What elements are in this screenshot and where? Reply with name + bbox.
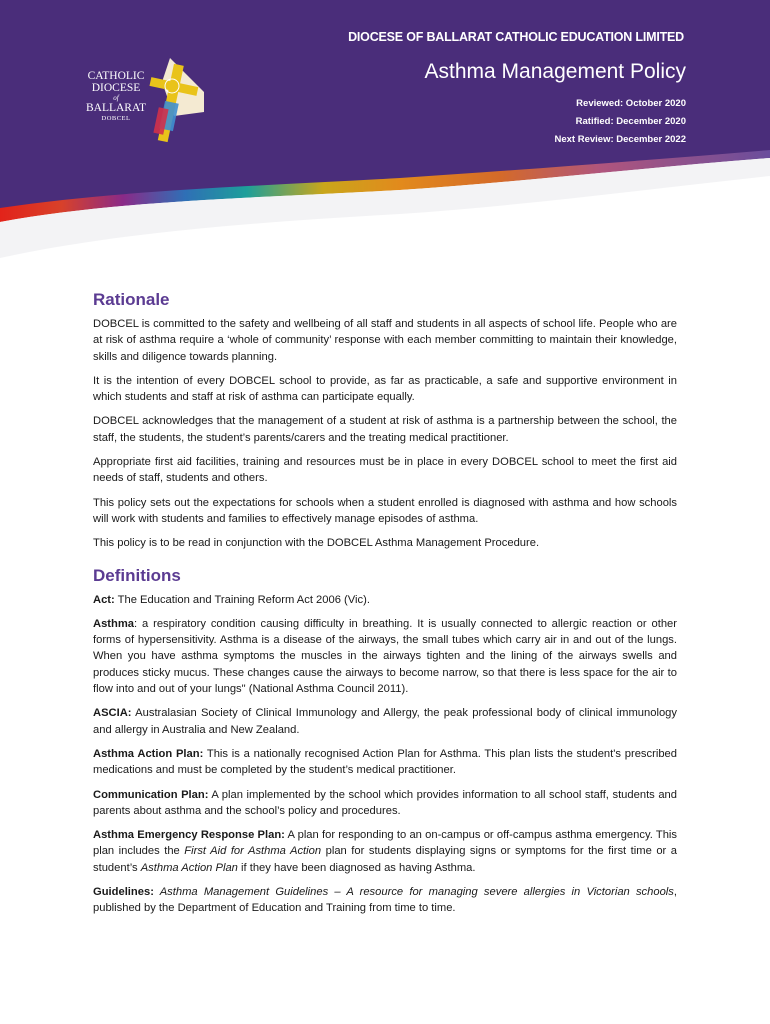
logo-line-diocese: DIOCESE (91, 82, 141, 94)
definition-text: A plan for responding to an on-campus or off-campus asthma emergency. This plan includes the (93, 829, 677, 858)
definition-term: Guidelines: (93, 886, 154, 899)
definition-asthma-action-plan (93, 746, 677, 779)
ratified-date: Ratified: December 2020 (575, 116, 686, 127)
diocese-logo (70, 52, 210, 152)
definition-emergency-response-plan (93, 827, 677, 876)
rationale-paragraph-2: It is the intention of every DOBCEL school to provide, as far as practicable, a safe and supportive environment in which students and staff at risk of asthma can participate equally. (93, 374, 677, 404)
organisation-name: DIOCESE OF BALLARAT CATHOLIC EDUCATION LIMITED (348, 30, 684, 44)
rationale-heading: Rationale (93, 290, 170, 309)
next-review-date: Next Review: December 2022 (554, 134, 686, 145)
definition-text: Australasian Society of Clinical Immunology and Allergy, the peak professional body of clinical immunology and allergy in Australia and New Zealand. (93, 707, 677, 736)
definition-text: : a respiratory condition causing difficulty in breathing. It is usually connected to allergic reaction or other forms of hypersensitivity. Asthma is a disease of the airways, the small tubes which carry air in and out of the lungs. When you have asthma symptoms the muscles in the airways tighten and the lining of the airways swells and produces sticky mucus. These changes cause the airways to become narrow, so that there is less space for the air to flow into and out of your lungs" (National Asthma Council 2011). (93, 617, 677, 696)
definition-asthma (93, 616, 677, 697)
definition-italic-text: Asthma Management Guidelines – A resource for managing severe allergies in Victorian schools (153, 886, 674, 899)
definition-text: if they have been diagnosed as having Asthma. (237, 861, 476, 874)
header-banner (0, 0, 770, 262)
rationale-paragraph-6: This policy is to be read in conjunction with the DOBCEL Asthma Management Procedure. (93, 537, 540, 550)
logo-line-dobcel: DOBCEL (101, 115, 131, 122)
definition-term: Act: (93, 593, 115, 606)
definition-guidelines (93, 884, 677, 917)
definition-text: plan for students displaying signs or symptoms for the first time or a student’s (93, 845, 678, 874)
definition-term: ASCIA: (93, 707, 132, 720)
rationale-paragraph-4: Appropriate first aid facilities, training and resources must be in place in every DOBCEL school to meet the first aid needs of staff, students and others. (93, 456, 677, 485)
definition-text: This is a nationally recognised Action Plan for Asthma. This plan lists the student's prescribed medications and must be completed by the student’s medical practitioner. (93, 747, 677, 777)
document-title: Asthma Management Policy (424, 60, 686, 83)
definition-communication-plan (93, 787, 677, 820)
definition-term: Asthma Emergency Response Plan: (93, 829, 285, 842)
definitions-heading: Definitions (93, 565, 181, 585)
definition-text: The Education and Training Reform Act 2006 (Vic). (114, 593, 370, 606)
rationale-paragraph-1: DOBCEL is committed to the safety and wellbeing of all staff and students in all aspects of school life. People who are at risk of asthma require a ‘whole of community’ response with each member committing to maintain their knowledge, skills and diligence towards planning. (93, 318, 677, 363)
logo-line-ballarat: BALLARAT (85, 102, 147, 114)
logo-line-of: of (113, 94, 119, 102)
definition-ascia (93, 705, 677, 738)
rationale-paragraph-5: This policy sets out the expectations for schools when a student enrolled is diagnosed with asthma and how schools will work with students and families to effectively manage episodes of asthma. (93, 496, 677, 525)
rationale-paragraph-3: DOBCEL acknowledges that the management of a student at risk of asthma is a partnership between the school, the staff, the students, the student’s parents/carers and the treating medical practitioner. (93, 415, 677, 444)
definition-text: A plan implemented by the school which provides information to all school staff, students and parents about asthma and the school’s policy and procedures. (93, 788, 677, 817)
policy-body (93, 290, 677, 925)
definition-term: Communication Plan: (93, 788, 209, 801)
definition-act (93, 592, 677, 608)
definition-term: Asthma Action Plan: (93, 747, 204, 760)
logo-wordmark (82, 70, 150, 123)
reviewed-date: Reviewed: October 2020 (576, 98, 686, 109)
logo-line-catholic: CATHOLIC (87, 70, 145, 82)
definition-italic-text: First Aid for Asthma Action (184, 845, 322, 858)
definition-italic-text: Asthma Action Plan (140, 861, 238, 874)
definition-term: Asthma (93, 617, 135, 630)
definition-text: , published by the Department of Education and Training from time to time. (93, 886, 677, 915)
